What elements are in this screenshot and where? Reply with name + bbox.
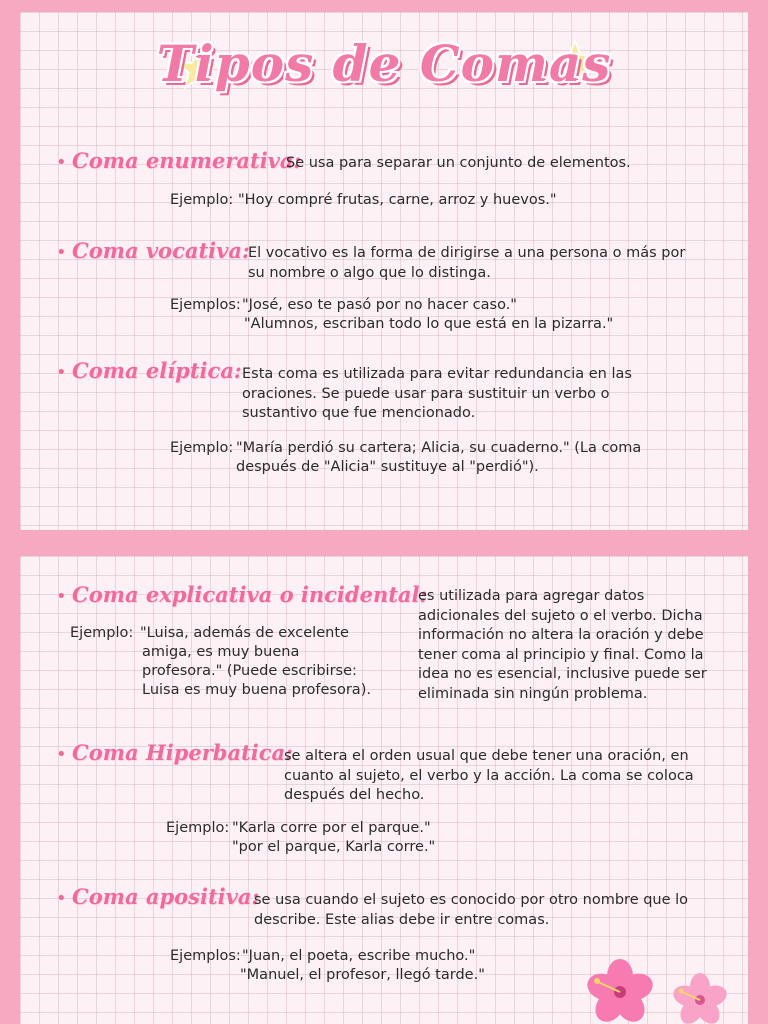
page-title: Tipos de Comas bbox=[156, 34, 612, 93]
top-page-panel bbox=[20, 12, 748, 530]
section-description: El vocativo es la forma de dirigirse a una persona o más por su nombre o algo que lo distinga. bbox=[248, 245, 686, 281]
hibiscus-flower-icon bbox=[570, 954, 670, 1024]
bullet: • bbox=[56, 586, 67, 607]
example-line: "Luisa, además de excelente bbox=[140, 625, 349, 641]
bullet: • bbox=[56, 888, 67, 909]
example-line: profesora." (Puede escribirse: bbox=[142, 663, 357, 679]
bullet: • bbox=[56, 242, 67, 263]
example-label: Ejemplo: bbox=[166, 820, 230, 836]
example-line: "Manuel, el profesor, llegó tarde." bbox=[240, 967, 485, 983]
section-description: es utilizada para agregar datos adicionales del sujeto o el verbo. Dicha información no altera la oración y debe tener coma al principio y final. Como la idea no es esencial, inclusive puede ser eliminada sin ningún problema. bbox=[418, 588, 707, 702]
example-label: Ejemplos: bbox=[170, 948, 241, 964]
example-line: "María perdió su cartera; Alicia, su cuaderno." (La coma bbox=[236, 440, 642, 456]
section-heading-explicativa: Coma explicativa o incidental: bbox=[72, 582, 428, 607]
section-description: Se usa para separar un conjunto de elementos. bbox=[286, 155, 631, 171]
example-line: "Hoy compré frutas, carne, arroz y huevos." bbox=[238, 192, 557, 208]
section-heading-enumerativa: Coma enumerativa: bbox=[72, 148, 302, 173]
section-description: se altera el orden usual que debe tener una oración, en cuanto al sujeto, el verbo y la acción. La coma se coloca después del hecho. bbox=[284, 748, 694, 803]
example-line: "José, eso te pasó por no hacer caso." bbox=[242, 297, 517, 313]
example-label: Ejemplo: bbox=[170, 192, 234, 208]
example-label: Ejemplo: bbox=[70, 625, 134, 641]
section-heading-hiperbatica: Coma Hiperbatica: bbox=[72, 740, 293, 765]
example-label: Ejemplo: bbox=[170, 440, 234, 456]
section-heading-apositiva: Coma apositiva: bbox=[72, 884, 260, 909]
example-line: "Juan, el poeta, escribe mucho." bbox=[242, 948, 476, 964]
example-line: "Alumnos, escriban todo lo que está en la pizarra." bbox=[244, 316, 614, 332]
section-heading-eliptica: Coma elíptica: bbox=[72, 358, 242, 383]
bullet: • bbox=[56, 744, 67, 765]
example-label: Ejemplos: bbox=[170, 297, 241, 313]
example-line: "por el parque, Karla corre." bbox=[232, 839, 436, 855]
example-line: Luisa es muy buena profesora). bbox=[142, 682, 371, 698]
example-line: amiga, es muy buena bbox=[142, 644, 300, 660]
hibiscus-flower-icon bbox=[660, 966, 740, 1024]
bottom-page-panel bbox=[20, 556, 748, 1024]
example-line: "Karla corre por el parque." bbox=[232, 820, 431, 836]
bullet: • bbox=[56, 152, 67, 173]
section-description: se usa cuando el sujeto es conocido por otro nombre que lo describe. Este alias debe ir entre comas. bbox=[254, 892, 689, 928]
section-description: Esta coma es utilizada para evitar redundancia en las oraciones. Se puede usar para sustituir un verbo o sustantivo que fue mencionado. bbox=[242, 366, 632, 421]
example-line: después de "Alicia" sustituye al "perdió"). bbox=[236, 459, 539, 475]
bullet: • bbox=[56, 362, 67, 383]
section-heading-vocativa: Coma vocativa: bbox=[72, 238, 250, 263]
